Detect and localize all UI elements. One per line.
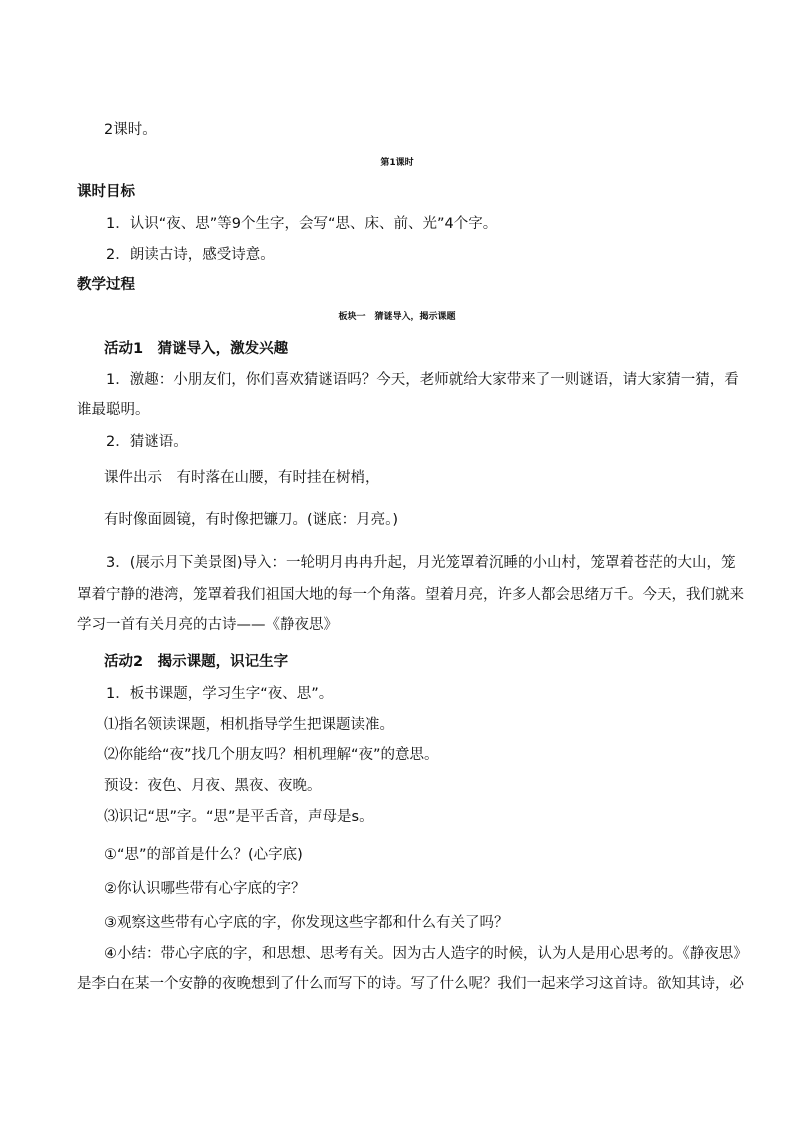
intro-tail: 2课时。 <box>104 122 157 138</box>
activity2-sub3: ⑶识记“思”字。“思”是平舌音，声母是s。 <box>104 809 374 825</box>
activity2-preset: 预设：夜色、月夜、黑夜、夜晚。 <box>104 778 322 794</box>
lesson-heading: 第1课时 <box>380 158 414 168</box>
goals-heading: 课时目标 <box>77 184 135 200</box>
activity1-item1-line1: 1．激趣：小朋友们，你们喜欢猜谜语吗？今天，老师就给大家带来了一则谜语，请大家猜一猜，看 <box>106 372 739 388</box>
activity2-item1: 1．板书课题，学习生字“夜、思”。 <box>106 686 334 702</box>
activity2-sub1: ⑴指名领读课题，相机指导学生把课题读准。 <box>104 717 394 733</box>
activity1-item3-line3: 学习一首有关月亮的古诗——《静夜思》 <box>77 617 338 633</box>
summary-line1: ④小结：带心字底的字，和思想、思考有关。因为古人造字的时候，认为人是用心思考的。《静夜思》 <box>104 946 748 962</box>
activity1-title: 活动1 猜谜导入，激发兴趣 <box>104 341 289 357</box>
question-item: ①“思”的部首是什么？(心字底) <box>104 847 303 863</box>
activity1-item3-line1: 3．(展示月下美景图)导入：一轮明月冉冉升起，月光笼罩着沉睡的小山村，笼罩着苍茫的大山，笼 <box>106 555 736 571</box>
activity1-item1-line2: 谁最聪明。 <box>77 402 150 418</box>
process-heading: 教学过程 <box>77 277 135 293</box>
riddle-line1: 课件出示 有时落在山腰，有时挂在树梢， <box>104 470 380 486</box>
section1-title: 板块一 猜谜导入，揭示课题 <box>338 312 456 322</box>
goal-item: 1．认识“夜、思”等9个生字，会写“思、床、前、光”4个字。 <box>106 216 498 232</box>
question-item: ③观察这些带有心字底的字，你发现这些字都和什么有关了吗？ <box>104 915 509 931</box>
activity2-title: 活动2 揭示课题，识记生字 <box>104 654 289 670</box>
activity1-item3-line2: 罩着宁静的港湾，笼罩着我们祖国大地的每一个角落。望着月亮，许多人都会思绪万千。今天，我们就来 <box>77 587 744 603</box>
goal-item: 2．朗读古诗，感受诗意。 <box>106 247 275 263</box>
summary-line2: 是李白在某一个安静的夜晚想到了什么而写下的诗。写了什么呢？我们一起来学习这首诗。欲知其诗，必 <box>77 976 744 992</box>
question-item: ②你认识哪些带有心字底的字？ <box>104 881 306 897</box>
activity2-sub2: ⑵你能给“夜”找几个朋友吗？相机理解“夜”的意思。 <box>104 747 439 763</box>
activity1-item2: 2．猜谜语。 <box>106 434 188 450</box>
riddle-line2: 有时像面圆镜，有时像把镰刀。(谜底：月亮。) <box>104 512 399 528</box>
